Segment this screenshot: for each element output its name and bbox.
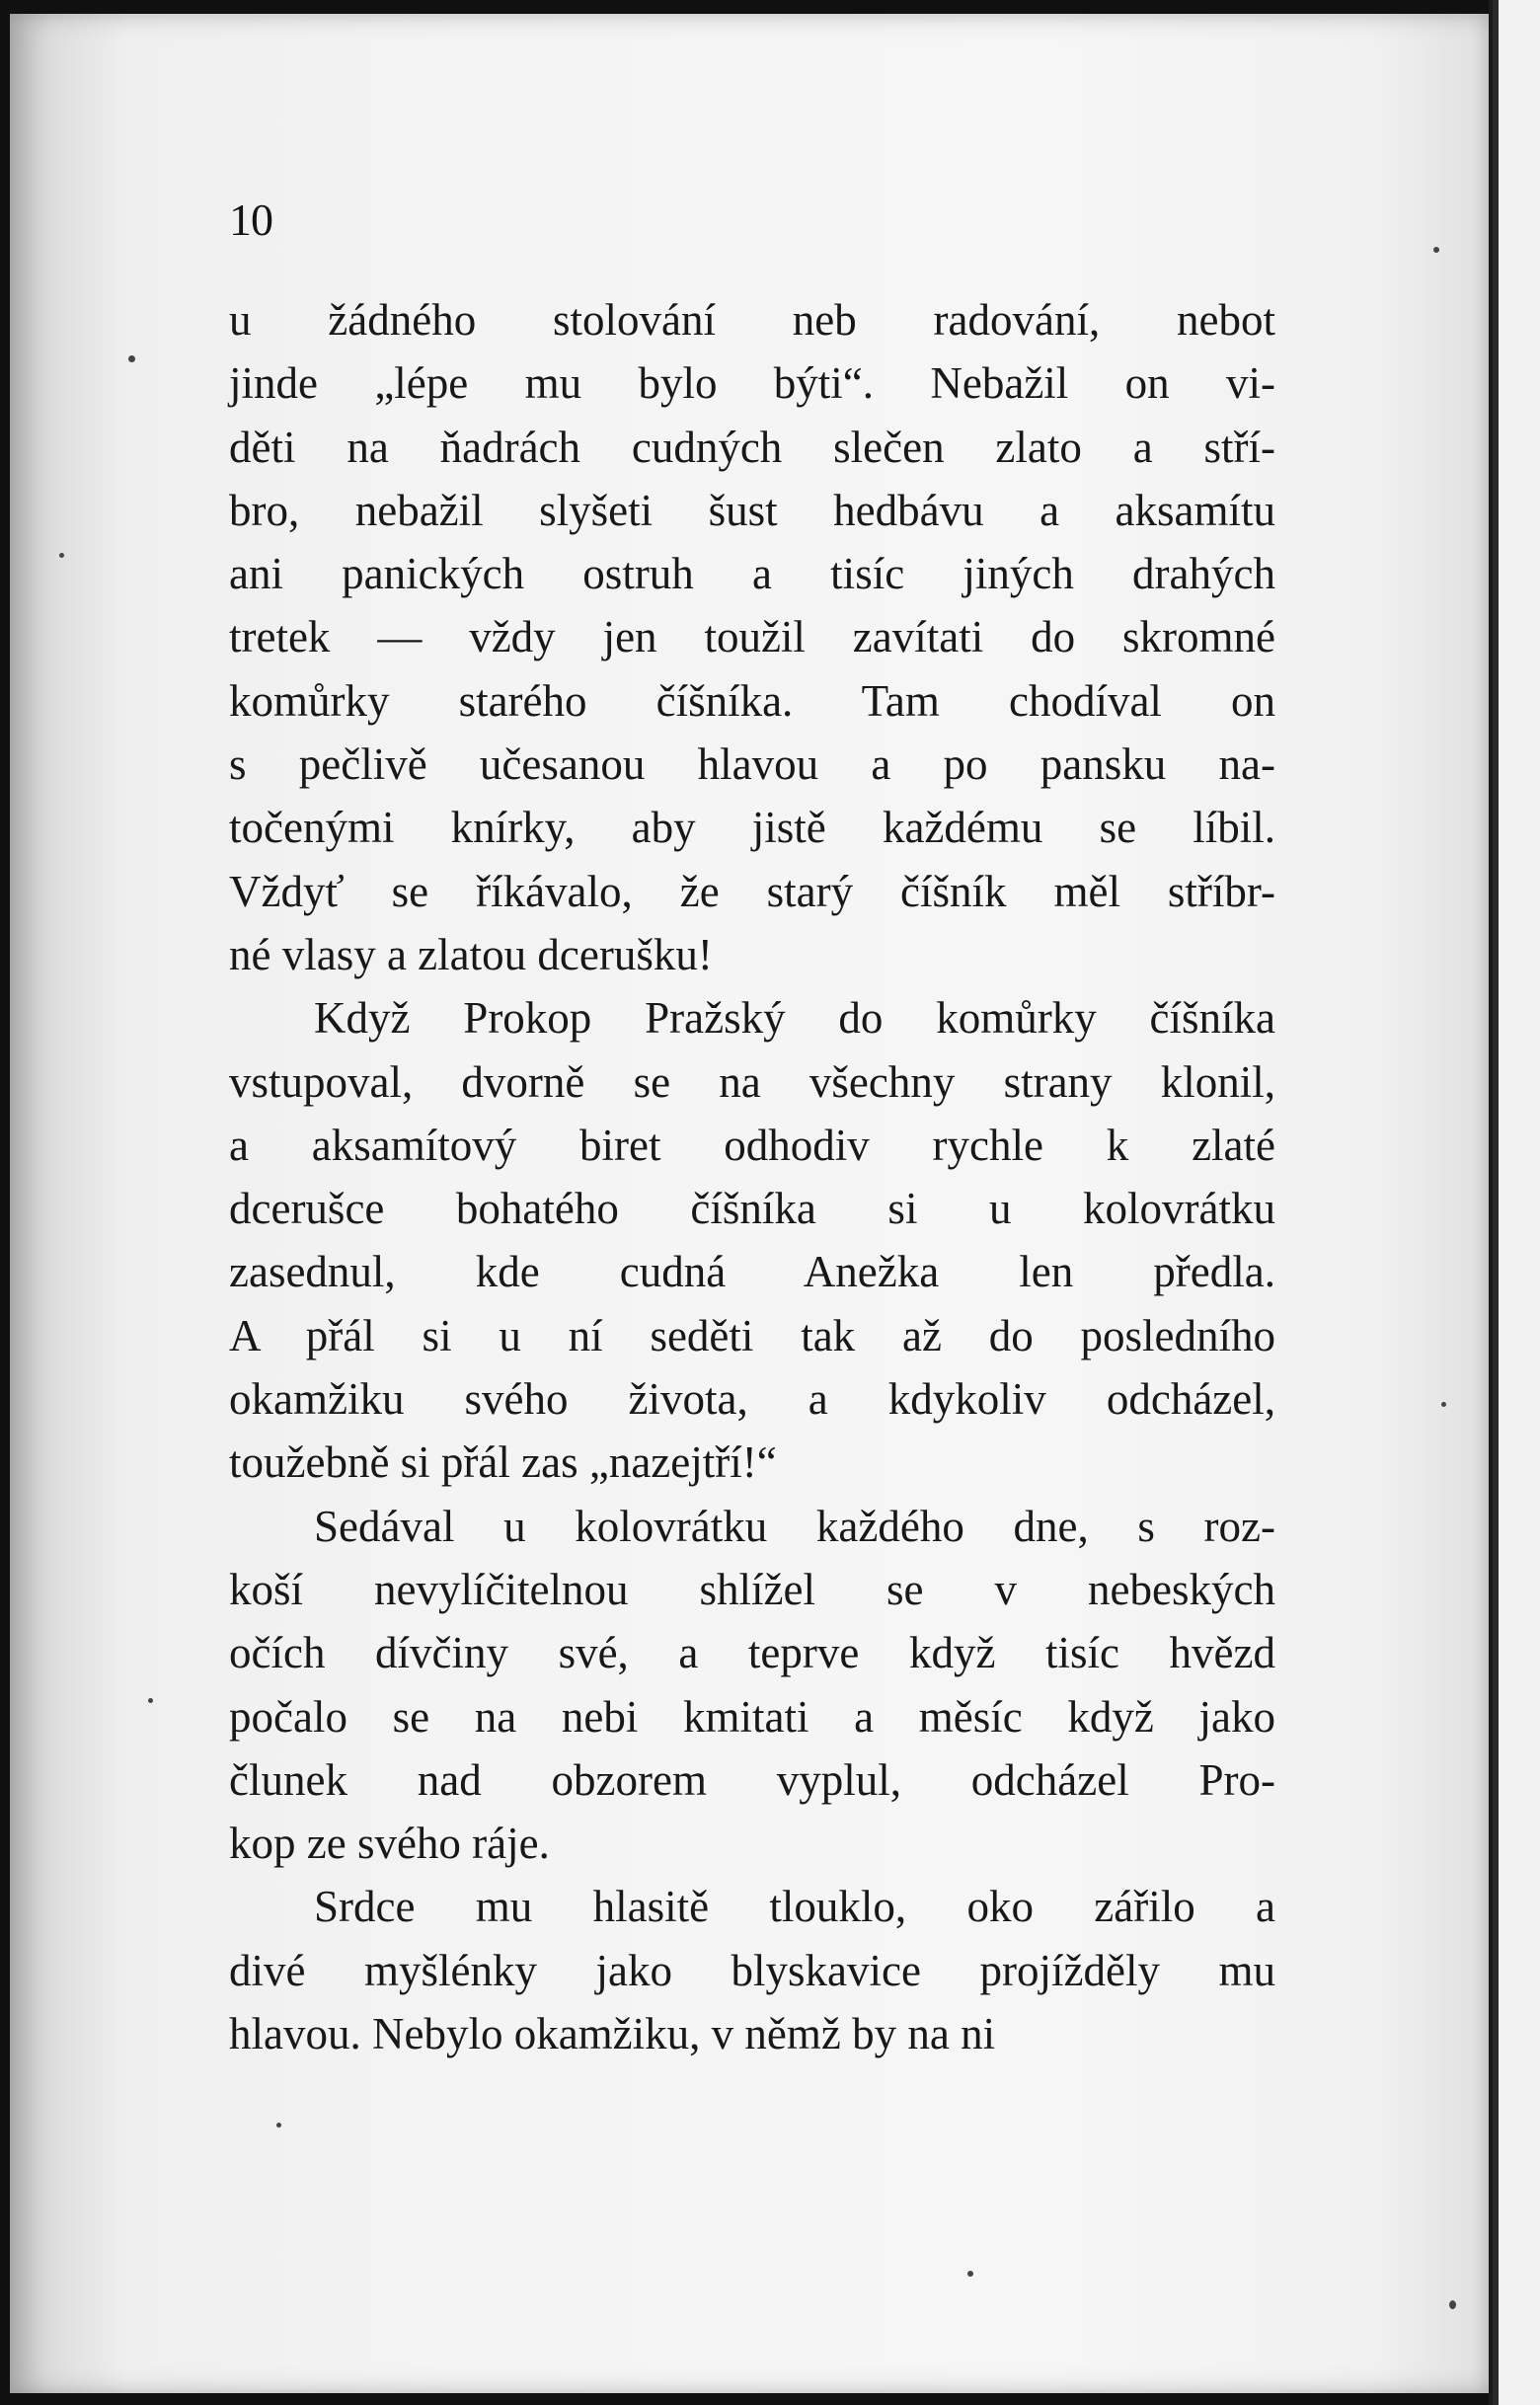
page-number: 10: [229, 194, 272, 245]
text-line: člunek nad obzorem vyplul, odcházel Pro-: [229, 1754, 1275, 1805]
text-line: s pečlivě učesanou hlavou a po pansku na-: [229, 739, 1275, 790]
text-line: jinde „lépe mu bylo býti“. Nebažil on vi-: [229, 358, 1275, 409]
scan-speck: [1441, 1402, 1446, 1407]
text-line: koší nevylíčitelnou shlížel se v nebeských: [229, 1564, 1275, 1614]
scan-speck: [148, 1698, 153, 1703]
scan-speck: [967, 2271, 973, 2277]
text-line: Srdce mu hlasitě tlouklo, oko zářilo a: [314, 1882, 1275, 1932]
text-line: počalo se na nebi kmitati a měsíc když jako: [229, 1691, 1275, 1742]
text-line: Sedával u kolovrátku každého dne, s roz-: [314, 1501, 1275, 1551]
text-line: tretek — vždy jen toužil zavítati do skromné: [229, 612, 1275, 662]
text-line: Vždyť se říkávalo, že starý číšník měl stříbr-: [229, 866, 1275, 916]
text-line: Když Prokop Pražský do komůrky číšníka: [314, 993, 1275, 1044]
text-line: hlavou. Nebylo okamžiku, v němž by na ni: [229, 2009, 996, 2059]
scan-speck: [59, 553, 64, 558]
scan-speck: [276, 2123, 281, 2128]
text-line: děti na ňadrách cudných slečen zlato a stří-: [229, 422, 1275, 472]
text-line: divé myšlénky jako blyskavice projížděly mu: [229, 1945, 1275, 1995]
text-line: kop ze svého ráje.: [229, 1819, 550, 1869]
text-line: očích dívčiny své, a teprve když tisíc hvězd: [229, 1628, 1275, 1678]
scan-speck: [128, 355, 135, 362]
text-line: vstupoval, dvorně se na všechny strany klonil,: [229, 1056, 1275, 1107]
page-edge-shadow: [1493, 0, 1499, 2405]
text-line: točenými knírky, aby jistě každému se líbil.: [229, 803, 1275, 853]
text-line: dcerušce bohatého číšníka si u kolovrátku: [229, 1184, 1275, 1234]
text-line: toužebně si přál zas „nazejtří!“: [229, 1437, 777, 1488]
text-line: zasednul, kde cudná Anežka len předla.: [229, 1247, 1275, 1297]
text-line: ani panických ostruh a tisíc jiných drahých: [229, 549, 1275, 599]
scan-speck: [1449, 2300, 1456, 2309]
text-line: okamžiku svého života, a kdykoliv odcházel,: [229, 1374, 1275, 1425]
body-text: [229, 288, 1275, 2065]
text-line: u žádného stolování neb radování, nebot: [229, 295, 1275, 345]
scan-speck: [1433, 247, 1439, 253]
text-line: a aksamítový biret odhodiv rychle k zlaté: [229, 1120, 1275, 1170]
text-line: A přál si u ní seděti tak až do posledního: [229, 1310, 1275, 1360]
text-line: né vlasy a zlatou dcerušku!: [229, 929, 713, 979]
text-line: komůrky starého číšníka. Tam chodíval on: [229, 675, 1275, 726]
text-line: bro, nebažil slyšeti šust hedbávu a aksamítu: [229, 485, 1275, 535]
